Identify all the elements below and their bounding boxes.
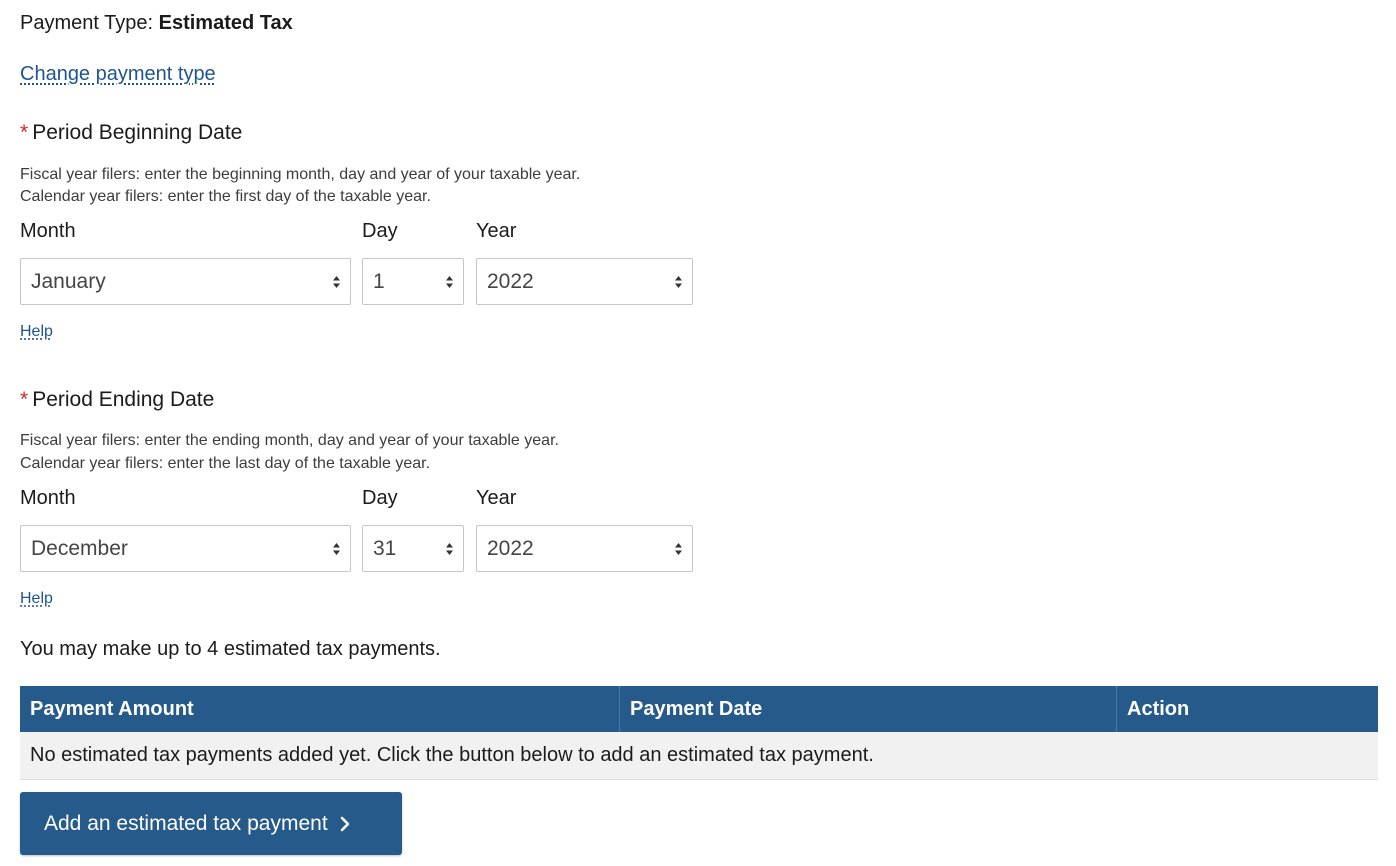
begin-month-select[interactable] — [20, 258, 351, 305]
payment-type-label: Payment Type: — [20, 12, 154, 34]
required-mark: * — [20, 388, 29, 411]
begin-month-label: Month — [20, 220, 76, 242]
begin-help-link[interactable]: Help — [20, 323, 53, 340]
section-title-text: Period Ending Date — [32, 388, 215, 411]
sort-caret-icon — [332, 275, 341, 289]
begin-hint-calendar: Calendar year filers: enter the first day of the taxable year. — [20, 188, 431, 205]
sort-caret-icon — [674, 275, 683, 289]
table-empty-row: No estimated tax payments added yet. Click the button below to add an estimated tax payment. — [20, 732, 1378, 780]
end-hint-fiscal: Fiscal year filers: enter the ending month, day and year of your taxable year. — [20, 432, 559, 449]
end-year-value: 2022 — [487, 536, 534, 560]
sort-caret-icon — [674, 542, 683, 556]
payments-table — [20, 686, 1378, 780]
add-estimated-tax-payment-button[interactable] — [20, 792, 402, 855]
period-beginning-date-title — [20, 120, 242, 146]
begin-year-value: 2022 — [487, 269, 534, 293]
column-header-payment-date: Payment Date — [620, 686, 1117, 732]
end-month-value: December — [31, 536, 128, 560]
end-year-label: Year — [476, 487, 517, 509]
change-payment-type-link[interactable]: Change payment type — [20, 63, 216, 85]
end-hint-calendar: Calendar year filers: enter the last day of the taxable year. — [20, 455, 431, 472]
begin-day-value: 1 — [373, 269, 385, 293]
period-ending-date-title — [20, 387, 214, 413]
table-header-row — [20, 686, 1378, 732]
payment-type-value: Estimated Tax — [158, 12, 293, 34]
begin-day-label: Day — [362, 220, 398, 242]
end-year-select[interactable] — [476, 525, 693, 572]
begin-year-select[interactable] — [476, 258, 693, 305]
payment-type — [20, 10, 293, 36]
end-day-label: Day — [362, 487, 398, 509]
column-header-action: Action — [1127, 697, 1190, 720]
end-month-select[interactable] — [20, 525, 351, 572]
payments-limit-note: You may make up to 4 estimated tax payments. — [20, 638, 441, 660]
sort-caret-icon — [332, 542, 341, 556]
end-day-select[interactable] — [362, 525, 464, 572]
sort-caret-icon — [445, 275, 454, 289]
column-header-payment-amount: Payment Amount — [20, 686, 620, 732]
begin-hint-fiscal: Fiscal year filers: enter the beginning month, day and year of your taxable year. — [20, 166, 581, 183]
add-button-label: Add an estimated tax payment — [44, 811, 328, 835]
end-day-value: 31 — [373, 536, 397, 560]
end-month-label: Month — [20, 487, 76, 509]
section-title-text: Period Beginning Date — [32, 121, 243, 144]
chevron-right-icon — [340, 816, 350, 832]
begin-year-label: Year — [476, 220, 517, 242]
sort-caret-icon — [445, 542, 454, 556]
begin-month-value: January — [31, 269, 106, 293]
begin-day-select[interactable] — [362, 258, 464, 305]
required-mark: * — [20, 121, 29, 144]
end-help-link[interactable]: Help — [20, 590, 53, 607]
